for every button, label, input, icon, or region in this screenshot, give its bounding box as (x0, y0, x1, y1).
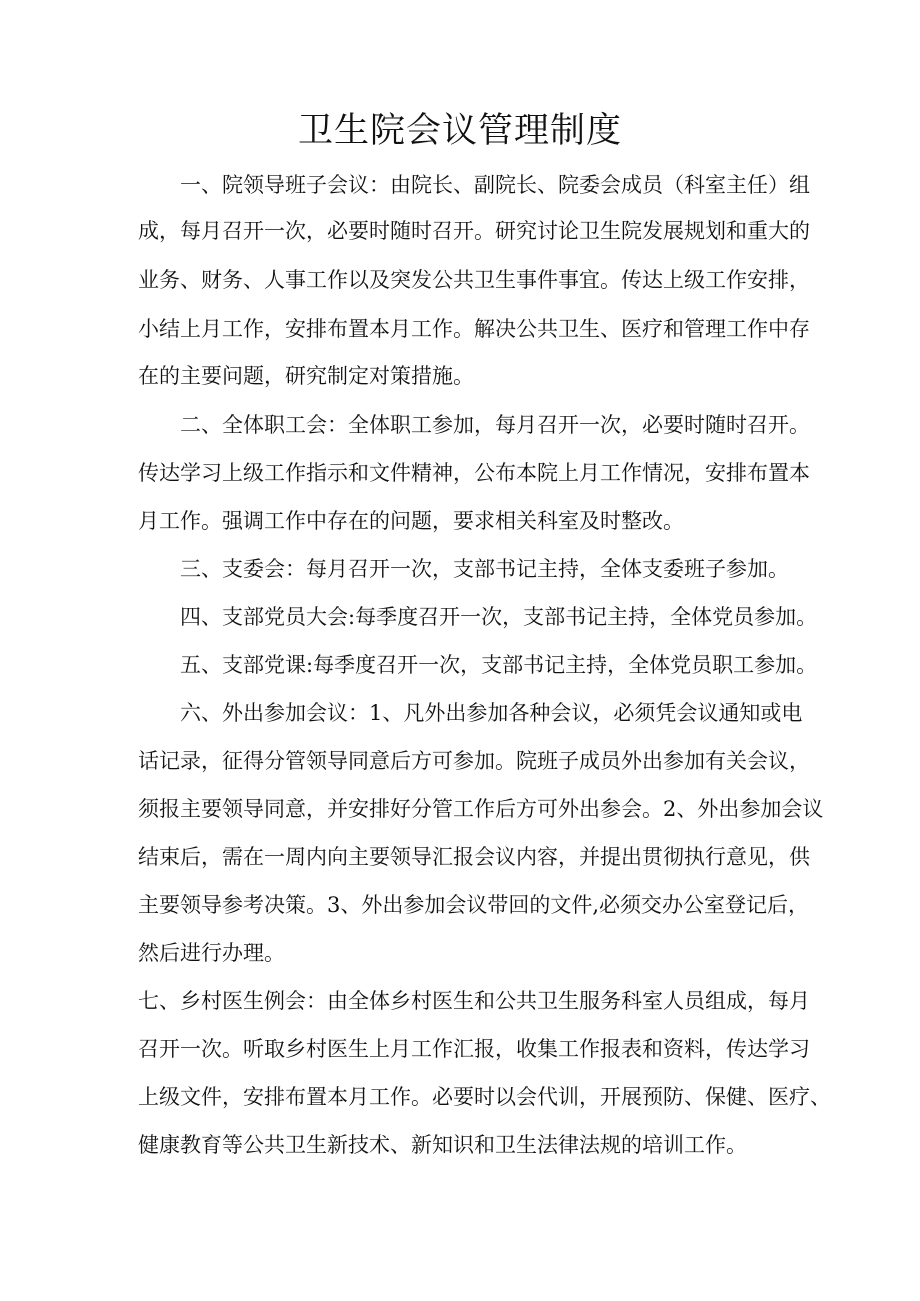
body-line: 二、全体职工会：全体职工参加，每月召开一次，必要时随时召开。 (180, 413, 810, 437)
document-title: 卫生院会议管理制度 (297, 111, 622, 151)
body-line: 业务、财务、人事工作以及突发公共卫生事件事宜。传达上级工作安排， (138, 268, 810, 292)
body-line: 小结上月工作，安排布置本月工作。解决公共卫生、医疗和管理工作中存 (138, 317, 810, 341)
body-line: 主要领导参考决策。3、外出参加会议带回的文件,必须交办公室登记后， (138, 893, 810, 917)
body-line: 月工作。强调工作中存在的问题，要求相关科室及时整改。 (138, 509, 684, 533)
body-line: 传达学习上级工作指示和文件精神，公布本院上月工作情况，安排布置本 (138, 461, 810, 485)
body-line: 健康教育等公共卫生新技术、新知识和卫生法律法规的培训工作。 (138, 1133, 747, 1157)
body-line: 然后进行办理。 (138, 941, 285, 965)
body-line: 上级文件，安排布置本月工作。必要时以会代训，开展预防、保健、医疗、 (138, 1085, 831, 1109)
body-line: 结束后，需在一周内向主要领导汇报会议内容，并提出贯彻执行意见，供 (138, 845, 810, 869)
body-line: 四、支部党员大会:每季度召开一次，支部书记主持，全体党员参加。 (180, 605, 818, 629)
body-line: 成，每月召开一次，必要时随时召开。研究讨论卫生院发展规划和重大的 (138, 219, 810, 243)
body-line: 在的主要问题，研究制定对策措施。 (138, 364, 474, 388)
body-line: 召开一次。听取乡村医生上月工作汇报，收集工作报表和资料，传达学习 (138, 1037, 810, 1061)
body-line: 一、院领导班子会议：由院长、副院长、院委会成员（科室主任）组 (180, 173, 810, 197)
body-line: 话记录，征得分管领导同意后方可参加。院班子成员外出参加有关会议， (138, 749, 810, 773)
body-line: 七、乡村医生例会：由全体乡村医生和公共卫生服务科室人员组成，每月 (138, 989, 810, 1013)
body-line: 须报主要领导同意，并安排好分管工作后方可外出参会。2、外出参加会议 (138, 797, 824, 821)
body-line: 五、支部党课:每季度召开一次，支部书记主持，全体党员职工参加。 (180, 653, 818, 677)
body-line: 三、支委会：每月召开一次，支部书记主持，全体支委班子参加。 (180, 557, 789, 581)
body-line: 六、外出参加会议：1、凡外出参加各种会议，必须凭会议通知或电 (180, 701, 803, 725)
